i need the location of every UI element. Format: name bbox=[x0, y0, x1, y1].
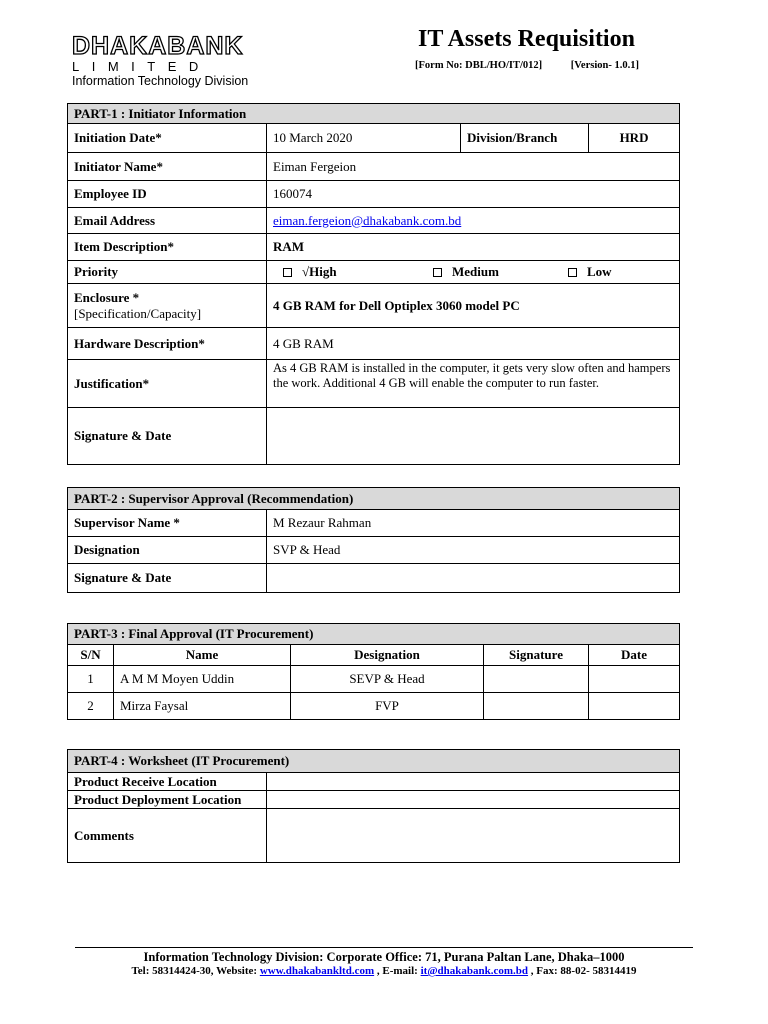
logo-division: Information Technology Division bbox=[72, 74, 249, 88]
footer-address: Information Technology Division: Corporate Office: 71, Purana Paltan Lane, Dhaka–1000 bbox=[143, 950, 625, 964]
email-field[interactable] bbox=[267, 208, 680, 234]
row-signature[interactable] bbox=[484, 666, 589, 693]
row-sn: 2 bbox=[68, 693, 114, 720]
column-header-name: Name bbox=[114, 645, 291, 666]
priority-low-label: Low bbox=[587, 264, 612, 279]
footer-fax: , Fax: 88-02- 58314419 bbox=[528, 965, 637, 977]
comments-field[interactable] bbox=[267, 809, 680, 863]
justification-label: Justification* bbox=[68, 360, 267, 408]
part3-heading: PART-3 : Final Approval (IT Procurement) bbox=[68, 624, 680, 645]
enclosure-label: Enclosure * bbox=[74, 289, 140, 305]
initiation-date-label: Initiation Date* bbox=[68, 124, 267, 153]
footer-divider bbox=[75, 947, 693, 948]
enclosure-label-cell bbox=[68, 284, 267, 328]
item-description-field[interactable]: RAM bbox=[267, 234, 680, 261]
enclosure-field[interactable]: 4 GB RAM for Dell Optiplex 3060 model PC bbox=[267, 284, 680, 328]
column-header-signature: Signature bbox=[484, 645, 589, 666]
checkbox-icon[interactable] bbox=[568, 268, 577, 277]
email-link[interactable]: eiman.fergeion@dhakabank.com.bd bbox=[273, 212, 462, 228]
row-date[interactable] bbox=[589, 693, 680, 720]
column-header-sn: S/N bbox=[68, 645, 114, 666]
part4-table bbox=[67, 749, 680, 863]
employee-id-field[interactable]: 160074 bbox=[267, 181, 680, 208]
form-number: [Form No: DBL/HO/IT/012] bbox=[415, 60, 543, 71]
initiator-name-label: Initiator Name* bbox=[68, 153, 267, 181]
comments-label: Comments bbox=[68, 809, 267, 863]
part1-table bbox=[67, 103, 680, 465]
initiation-date-field[interactable]: 10 March 2020 bbox=[267, 124, 461, 153]
supervisor-name-label: Supervisor Name * bbox=[68, 510, 267, 537]
deployment-location-label: Product Deployment Location bbox=[68, 791, 267, 809]
table-row bbox=[68, 666, 680, 693]
receive-location-field[interactable] bbox=[267, 773, 680, 791]
table-row bbox=[68, 693, 680, 720]
receive-location-label: Product Receive Location bbox=[68, 773, 267, 791]
page-title: IT Assets Requisition bbox=[418, 26, 635, 52]
priority-medium-option[interactable] bbox=[433, 264, 568, 280]
supervisor-name-field[interactable]: M Rezaur Rahman bbox=[267, 510, 680, 537]
bank-logo bbox=[72, 33, 272, 88]
priority-high-option[interactable] bbox=[273, 264, 433, 280]
priority-label: Priority bbox=[68, 261, 267, 284]
footer-tel: Tel: 58314424-30, Website: bbox=[131, 965, 260, 977]
logo-wordmark: DHAKABANK bbox=[72, 32, 244, 60]
designation-field[interactable]: SVP & Head bbox=[267, 537, 680, 564]
designation-label: Designation bbox=[68, 537, 267, 564]
row-date[interactable] bbox=[589, 666, 680, 693]
hardware-description-label: Hardware Description* bbox=[68, 328, 267, 360]
deployment-location-field[interactable] bbox=[267, 791, 680, 809]
checkbox-icon[interactable] bbox=[283, 268, 292, 277]
hardware-description-field[interactable]: 4 GB RAM bbox=[267, 328, 680, 360]
employee-id-label: Employee ID bbox=[68, 181, 267, 208]
part3-table bbox=[67, 623, 680, 720]
priority-options bbox=[267, 261, 680, 284]
priority-low-option[interactable] bbox=[568, 264, 612, 280]
footer-website-link[interactable]: www.dhakabankltd.com bbox=[259, 965, 375, 977]
item-description-label: Item Description* bbox=[68, 234, 267, 261]
column-header-date: Date bbox=[589, 645, 680, 666]
row-designation[interactable]: SEVP & Head bbox=[291, 666, 484, 693]
priority-high-label: √High bbox=[302, 264, 337, 279]
priority-medium-label: Medium bbox=[452, 264, 499, 279]
part2-table bbox=[67, 487, 680, 593]
row-sn: 1 bbox=[68, 666, 114, 693]
part1-heading: PART-1 : Initiator Information bbox=[68, 104, 680, 124]
supervisor-signature-label: Signature & Date bbox=[68, 564, 267, 593]
form-version: [Version- 1.0.1] bbox=[570, 60, 639, 71]
footer-email-prefix: , E-mail: bbox=[374, 965, 421, 977]
checkbox-icon[interactable] bbox=[433, 268, 442, 277]
footer-email-link[interactable]: it@dhakabank.com.bd bbox=[420, 965, 529, 977]
division-field[interactable]: HRD bbox=[589, 124, 680, 153]
logo-limited: LIMITED bbox=[72, 59, 211, 74]
row-name[interactable]: Mirza Faysal bbox=[114, 693, 291, 720]
form-number-line bbox=[415, 60, 639, 71]
signature-date-label: Signature & Date bbox=[68, 408, 267, 465]
justification-field[interactable]: As 4 GB RAM is installed in the computer, it gets very slow often and hampers the work. Additional 4 GB will enable the computer to run faster. bbox=[267, 360, 680, 408]
row-signature[interactable] bbox=[484, 693, 589, 720]
row-name[interactable]: A M M Moyen Uddin bbox=[114, 666, 291, 693]
division-label: Division/Branch bbox=[461, 124, 589, 153]
part4-heading: PART-4 : Worksheet (IT Procurement) bbox=[68, 750, 680, 773]
footer-contact bbox=[0, 965, 768, 977]
initiator-name-field[interactable]: Eiman Fergeion bbox=[267, 153, 680, 181]
column-header-designation: Designation bbox=[291, 645, 484, 666]
signature-date-field[interactable] bbox=[267, 408, 680, 465]
enclosure-sub-label: [Specification/Capacity] bbox=[74, 305, 202, 321]
row-designation[interactable]: FVP bbox=[291, 693, 484, 720]
email-label: Email Address bbox=[68, 208, 267, 234]
part2-heading: PART-2 : Supervisor Approval (Recommendation) bbox=[68, 488, 680, 510]
supervisor-signature-field[interactable] bbox=[267, 564, 680, 593]
